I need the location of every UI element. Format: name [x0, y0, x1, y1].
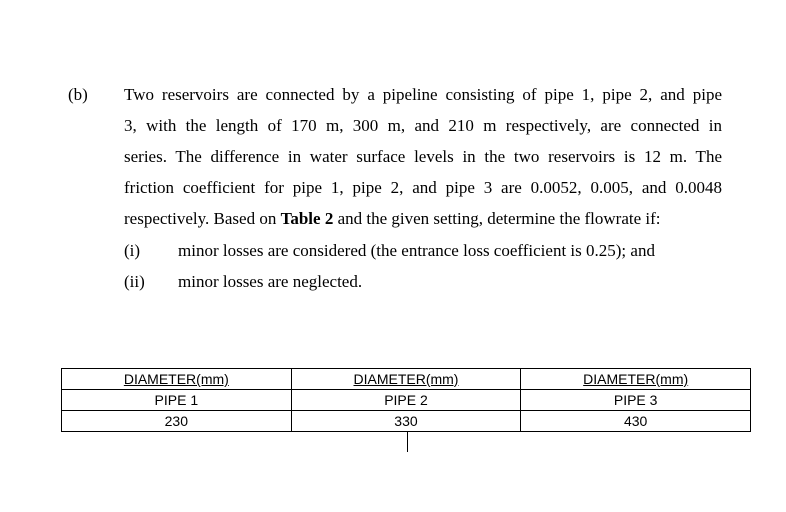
table-reference: Table 2: [280, 209, 334, 228]
subpart-text: minor losses are neglected.: [178, 272, 363, 291]
table-row: [62, 369, 751, 390]
table-diameter-cell: 430: [521, 411, 751, 432]
question-line-3: series. The difference in water surface levels in the two reservoirs is 12 m. The: [124, 147, 722, 166]
question-line-5: [124, 208, 722, 239]
question-line-5-post: and the given setting, determine the flowrate if:: [333, 209, 661, 228]
subpart-number: (ii): [124, 272, 145, 291]
table-header-cell: DIAMETER(mm): [521, 369, 751, 390]
table-pipe-cell: PIPE 2: [291, 390, 521, 411]
subpart-ii: [124, 271, 722, 302]
table-diameter-cell: 330: [291, 411, 521, 432]
table-header-cell: DIAMETER(mm): [62, 369, 292, 390]
question-line-5-pre: respectively. Based on: [124, 209, 281, 228]
question-label: (b): [68, 85, 88, 104]
subpart-i: [124, 240, 722, 271]
table-pipe-cell: PIPE 3: [521, 390, 751, 411]
question-line-2: 3, with the length of 170 m, 300 m, and 210 m respectively, are connected in: [124, 116, 722, 135]
table-row: [62, 411, 751, 432]
subparts-list: [124, 240, 722, 302]
table-header-cell: DIAMETER(mm): [291, 369, 521, 390]
question-line-4: friction coefficient for pipe 1, pipe 2, and pipe 3 are 0.0052, 0.005, and 0.0048: [124, 178, 722, 197]
table-diameter-cell: 230: [62, 411, 292, 432]
question-text: [124, 84, 722, 239]
diameter-table: [61, 368, 751, 432]
table-pipe-cell: PIPE 1: [62, 390, 292, 411]
table-row: [62, 390, 751, 411]
question-line-1: Two reservoirs are connected by a pipeline consisting of pipe 1, pipe 2, and pipe: [124, 85, 722, 104]
subpart-number: (i): [124, 241, 141, 260]
text-cursor: [407, 432, 408, 452]
subpart-text: minor losses are considered (the entrance loss coefficient is 0.25); and: [178, 241, 655, 260]
